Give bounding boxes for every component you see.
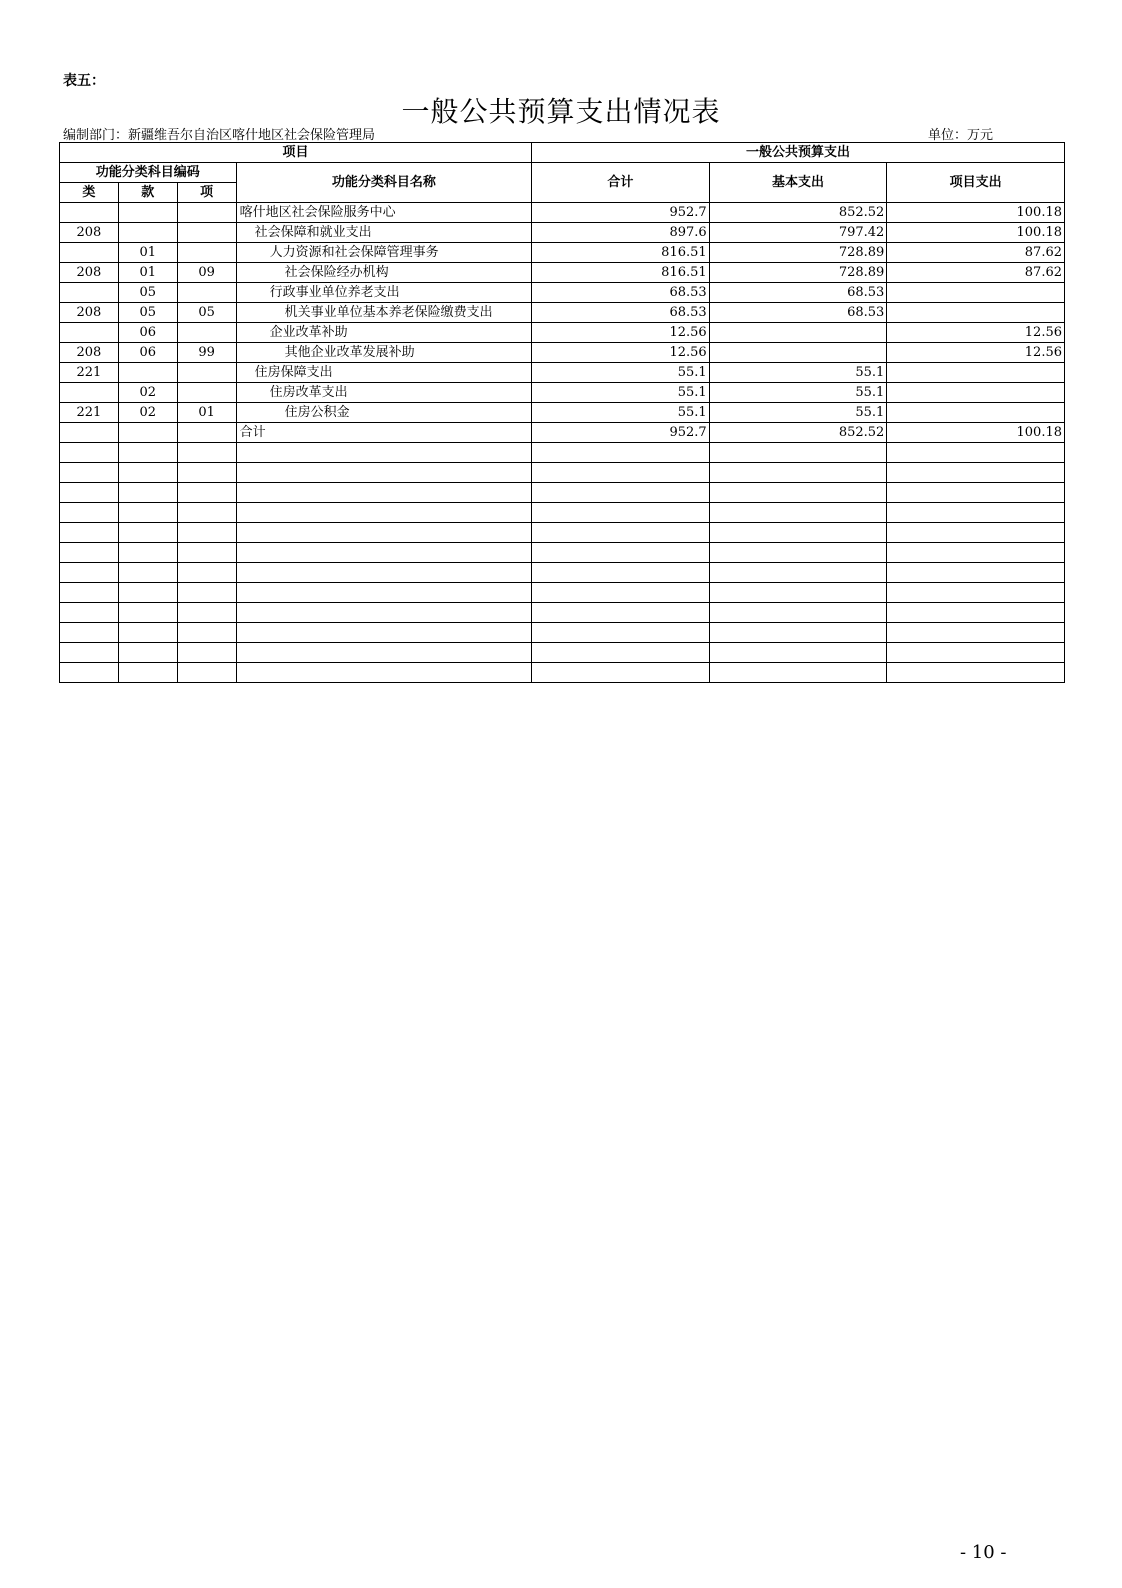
empty-cell bbox=[236, 483, 531, 503]
empty-cell bbox=[887, 603, 1065, 623]
cell-xiang bbox=[177, 323, 236, 343]
empty-cell bbox=[60, 523, 119, 543]
empty-cell bbox=[236, 663, 531, 683]
cell-lei bbox=[60, 203, 119, 223]
empty-cell bbox=[60, 443, 119, 463]
cell-basic: 852.52 bbox=[709, 423, 887, 443]
header-code-group: 功能分类科目编码 bbox=[60, 163, 237, 183]
cell-xiang: 05 bbox=[177, 303, 236, 323]
cell-name: 住房改革支出 bbox=[236, 383, 531, 403]
empty-cell bbox=[177, 483, 236, 503]
cell-lei bbox=[60, 243, 119, 263]
empty-cell bbox=[236, 623, 531, 643]
empty-row bbox=[60, 643, 1065, 663]
empty-cell bbox=[60, 483, 119, 503]
cell-name: 社会保障和就业支出 bbox=[236, 223, 531, 243]
empty-cell bbox=[709, 483, 887, 503]
cell-total: 816.51 bbox=[532, 243, 710, 263]
cell-total: 68.53 bbox=[532, 303, 710, 323]
empty-cell bbox=[887, 543, 1065, 563]
cell-basic bbox=[709, 343, 887, 363]
empty-cell bbox=[532, 523, 710, 543]
empty-row bbox=[60, 663, 1065, 683]
header-xiang: 项 bbox=[177, 183, 236, 203]
cell-project bbox=[887, 283, 1065, 303]
empty-cell bbox=[118, 443, 177, 463]
cell-name: 住房公积金 bbox=[236, 403, 531, 423]
empty-cell bbox=[709, 623, 887, 643]
empty-cell bbox=[887, 643, 1065, 663]
header-total: 合计 bbox=[532, 163, 710, 203]
empty-cell bbox=[887, 503, 1065, 523]
cell-project: 100.18 bbox=[887, 203, 1065, 223]
empty-cell bbox=[532, 543, 710, 563]
empty-cell bbox=[60, 663, 119, 683]
table-row bbox=[60, 383, 1065, 403]
cell-name: 企业改革补助 bbox=[236, 323, 531, 343]
cell-basic: 728.89 bbox=[709, 243, 887, 263]
empty-cell bbox=[60, 463, 119, 483]
cell-name: 社会保险经办机构 bbox=[236, 263, 531, 283]
empty-cell bbox=[709, 503, 887, 523]
table-row bbox=[60, 283, 1065, 303]
empty-row bbox=[60, 543, 1065, 563]
cell-lei bbox=[60, 283, 119, 303]
cell-xiang bbox=[177, 363, 236, 383]
header-lei: 类 bbox=[60, 183, 119, 203]
cell-kuan: 05 bbox=[118, 303, 177, 323]
empty-cell bbox=[236, 463, 531, 483]
cell-total: 55.1 bbox=[532, 363, 710, 383]
cell-lei bbox=[60, 423, 119, 443]
cell-kuan bbox=[118, 363, 177, 383]
cell-project bbox=[887, 363, 1065, 383]
empty-cell bbox=[118, 463, 177, 483]
cell-kuan: 02 bbox=[118, 403, 177, 423]
empty-cell bbox=[118, 483, 177, 503]
empty-cell bbox=[60, 563, 119, 583]
cell-xiang bbox=[177, 223, 236, 243]
empty-cell bbox=[236, 643, 531, 663]
cell-kuan: 06 bbox=[118, 343, 177, 363]
header-item: 项目 bbox=[60, 143, 532, 163]
empty-cell bbox=[236, 523, 531, 543]
cell-project bbox=[887, 403, 1065, 423]
empty-cell bbox=[177, 623, 236, 643]
empty-cell bbox=[532, 643, 710, 663]
table-label: 表五： bbox=[63, 73, 105, 89]
cell-project: 100.18 bbox=[887, 423, 1065, 443]
cell-kuan: 06 bbox=[118, 323, 177, 343]
empty-cell bbox=[887, 663, 1065, 683]
empty-cell bbox=[709, 663, 887, 683]
cell-basic: 55.1 bbox=[709, 403, 887, 423]
empty-row bbox=[60, 583, 1065, 603]
cell-project: 87.62 bbox=[887, 243, 1065, 263]
cell-project: 12.56 bbox=[887, 323, 1065, 343]
cell-basic bbox=[709, 323, 887, 343]
cell-name: 人力资源和社会保障管理事务 bbox=[236, 243, 531, 263]
cell-name: 住房保障支出 bbox=[236, 363, 531, 383]
cell-basic: 68.53 bbox=[709, 283, 887, 303]
table-row bbox=[60, 223, 1065, 243]
cell-basic: 55.1 bbox=[709, 383, 887, 403]
cell-kuan: 01 bbox=[118, 263, 177, 283]
cell-name: 其他企业改革发展补助 bbox=[236, 343, 531, 363]
cell-kuan: 05 bbox=[118, 283, 177, 303]
empty-cell bbox=[887, 623, 1065, 643]
empty-cell bbox=[118, 603, 177, 623]
empty-cell bbox=[887, 563, 1065, 583]
cell-lei bbox=[60, 323, 119, 343]
header-basic: 基本支出 bbox=[709, 163, 887, 203]
empty-cell bbox=[118, 543, 177, 563]
empty-cell bbox=[532, 663, 710, 683]
empty-cell bbox=[709, 603, 887, 623]
unit-label: 单位：万元 bbox=[928, 128, 994, 143]
cell-kuan bbox=[118, 423, 177, 443]
cell-total: 55.1 bbox=[532, 383, 710, 403]
cell-xiang: 09 bbox=[177, 263, 236, 283]
cell-lei: 208 bbox=[60, 303, 119, 323]
empty-cell bbox=[177, 643, 236, 663]
department-label: 编制部门：新疆维吾尔自治区喀什地区社会保险管理局 bbox=[63, 128, 376, 143]
table-row bbox=[60, 203, 1065, 223]
empty-cell bbox=[118, 523, 177, 543]
empty-cell bbox=[177, 543, 236, 563]
cell-total: 55.1 bbox=[532, 403, 710, 423]
empty-cell bbox=[887, 483, 1065, 503]
cell-lei: 221 bbox=[60, 363, 119, 383]
cell-total: 897.6 bbox=[532, 223, 710, 243]
empty-cell bbox=[177, 523, 236, 543]
cell-lei: 208 bbox=[60, 343, 119, 363]
empty-cell bbox=[118, 663, 177, 683]
cell-xiang: 01 bbox=[177, 403, 236, 423]
cell-basic: 55.1 bbox=[709, 363, 887, 383]
cell-lei bbox=[60, 383, 119, 403]
empty-cell bbox=[236, 443, 531, 463]
empty-cell bbox=[118, 643, 177, 663]
cell-project: 12.56 bbox=[887, 343, 1065, 363]
empty-row bbox=[60, 503, 1065, 523]
header-kuan: 款 bbox=[118, 183, 177, 203]
empty-cell bbox=[709, 463, 887, 483]
cell-total: 68.53 bbox=[532, 283, 710, 303]
budget-table bbox=[59, 142, 1065, 683]
empty-cell bbox=[118, 623, 177, 643]
table-row bbox=[60, 403, 1065, 423]
cell-total: 12.56 bbox=[532, 343, 710, 363]
cell-total: 12.56 bbox=[532, 323, 710, 343]
empty-cell bbox=[532, 583, 710, 603]
empty-cell bbox=[709, 543, 887, 563]
cell-name: 合计 bbox=[236, 423, 531, 443]
cell-kuan: 01 bbox=[118, 243, 177, 263]
empty-cell bbox=[236, 503, 531, 523]
cell-name: 喀什地区社会保险服务中心 bbox=[236, 203, 531, 223]
empty-cell bbox=[177, 463, 236, 483]
cell-project bbox=[887, 303, 1065, 323]
empty-cell bbox=[60, 643, 119, 663]
empty-cell bbox=[60, 623, 119, 643]
cell-kuan bbox=[118, 203, 177, 223]
table-row bbox=[60, 343, 1065, 363]
empty-cell bbox=[532, 503, 710, 523]
cell-total: 816.51 bbox=[532, 263, 710, 283]
cell-project: 100.18 bbox=[887, 223, 1065, 243]
empty-cell bbox=[532, 443, 710, 463]
empty-cell bbox=[236, 603, 531, 623]
cell-kuan bbox=[118, 223, 177, 243]
cell-xiang bbox=[177, 383, 236, 403]
header-project: 项目支出 bbox=[887, 163, 1065, 203]
empty-cell bbox=[887, 443, 1065, 463]
cell-xiang bbox=[177, 203, 236, 223]
empty-cell bbox=[532, 623, 710, 643]
empty-cell bbox=[709, 643, 887, 663]
empty-cell bbox=[236, 543, 531, 563]
empty-cell bbox=[118, 563, 177, 583]
cell-name: 行政事业单位养老支出 bbox=[236, 283, 531, 303]
cell-xiang bbox=[177, 283, 236, 303]
empty-cell bbox=[236, 583, 531, 603]
cell-lei: 221 bbox=[60, 403, 119, 423]
empty-cell bbox=[532, 603, 710, 623]
empty-cell bbox=[60, 583, 119, 603]
table-row bbox=[60, 423, 1065, 443]
cell-xiang bbox=[177, 243, 236, 263]
cell-total: 952.7 bbox=[532, 203, 710, 223]
table-row bbox=[60, 303, 1065, 323]
header-name: 功能分类科目名称 bbox=[236, 163, 531, 203]
table-row bbox=[60, 263, 1065, 283]
empty-cell bbox=[177, 503, 236, 523]
cell-xiang: 99 bbox=[177, 343, 236, 363]
empty-cell bbox=[709, 583, 887, 603]
empty-cell bbox=[532, 483, 710, 503]
cell-basic: 728.89 bbox=[709, 263, 887, 283]
empty-cell bbox=[177, 603, 236, 623]
empty-cell bbox=[177, 663, 236, 683]
empty-cell bbox=[118, 503, 177, 523]
header-budget-group: 一般公共预算支出 bbox=[532, 143, 1065, 163]
empty-cell bbox=[887, 463, 1065, 483]
empty-cell bbox=[709, 443, 887, 463]
empty-cell bbox=[177, 563, 236, 583]
table-row bbox=[60, 323, 1065, 343]
empty-cell bbox=[887, 583, 1065, 603]
empty-cell bbox=[887, 523, 1065, 543]
empty-cell bbox=[60, 543, 119, 563]
cell-project: 87.62 bbox=[887, 263, 1065, 283]
cell-lei: 208 bbox=[60, 263, 119, 283]
empty-row bbox=[60, 463, 1065, 483]
empty-row bbox=[60, 523, 1065, 543]
empty-cell bbox=[709, 523, 887, 543]
empty-cell bbox=[532, 563, 710, 583]
cell-basic: 68.53 bbox=[709, 303, 887, 323]
empty-row bbox=[60, 623, 1065, 643]
cell-kuan: 02 bbox=[118, 383, 177, 403]
table-row bbox=[60, 243, 1065, 263]
page-title: 一般公共预算支出情况表 bbox=[401, 95, 721, 128]
cell-total: 952.7 bbox=[532, 423, 710, 443]
table-row bbox=[60, 363, 1065, 383]
empty-cell bbox=[532, 463, 710, 483]
empty-cell bbox=[60, 603, 119, 623]
cell-lei: 208 bbox=[60, 223, 119, 243]
empty-cell bbox=[177, 583, 236, 603]
empty-row bbox=[60, 563, 1065, 583]
cell-basic: 797.42 bbox=[709, 223, 887, 243]
empty-row bbox=[60, 483, 1065, 503]
empty-cell bbox=[60, 503, 119, 523]
empty-row bbox=[60, 443, 1065, 463]
cell-basic: 852.52 bbox=[709, 203, 887, 223]
empty-cell bbox=[236, 563, 531, 583]
cell-xiang bbox=[177, 423, 236, 443]
cell-name: 机关事业单位基本养老保险缴费支出 bbox=[236, 303, 531, 323]
page-number: - 10 - bbox=[960, 1542, 1007, 1563]
empty-row bbox=[60, 603, 1065, 623]
cell-project bbox=[887, 383, 1065, 403]
empty-cell bbox=[709, 563, 887, 583]
empty-cell bbox=[118, 583, 177, 603]
empty-cell bbox=[177, 443, 236, 463]
